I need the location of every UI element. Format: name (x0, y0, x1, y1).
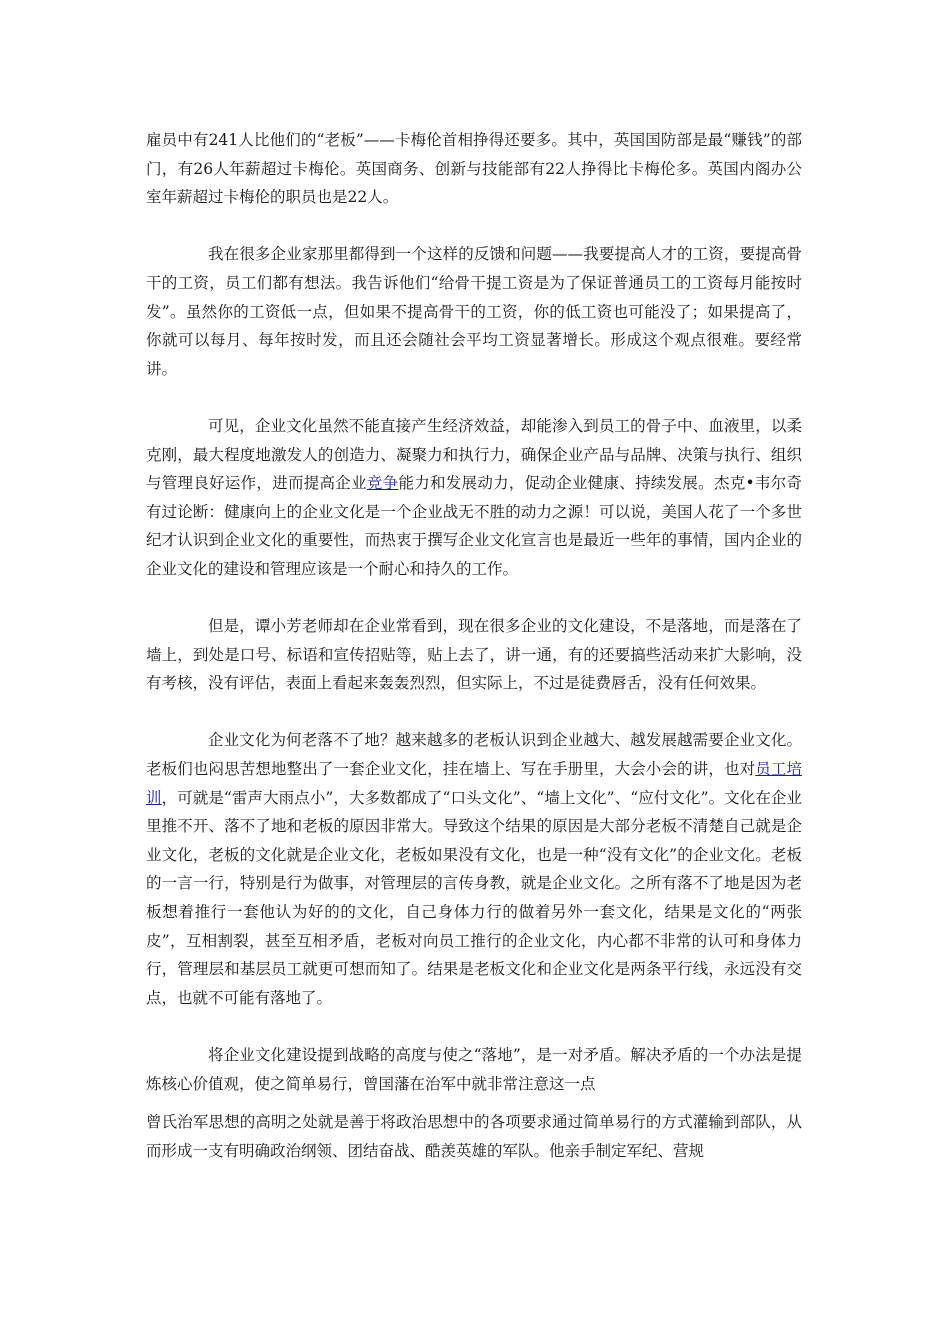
paragraph-5-text-b: ，可就是“雷声大雨点小”，大多数都成了“口头文化”、“墙上文化”、“应付文化”。文化在企业里推不开、落不了地和老板的原因非常大。导致这个结果的原因是大部分老板不清楚自己就是企业文化，老板的文化就是企业文化，老板如果没有文化，也是一种“没有文化”的企业文化。老板的一言一行，特别是行为做事，对管理层的言传身教，就是企业文化。之所有落不了地是因为老板想着推行一套他认为好的的文化，自己身体力行的做着另外一套文化，结果是文化的“两张皮”，互相割裂，甚至互相矛盾，老板对向员工推行的企业文化，内心都不非常的认可和身体力行，管理层和基层员工就更可想而知了。结果是老板文化和企业文化是两条平行线，永远没有交点，也就不可能有落地了。 (146, 788, 802, 1007)
paragraph-6: 将企业文化建设提到战略的高度与使之“落地”，是一对矛盾。解决矛盾的一个办法是提炼核心价值观，使之简单易行，曾国藩在治军中就非常注意这一点 (146, 1046, 802, 1093)
paragraph-3 (146, 412, 802, 584)
paragraph-3-text-b: 能力和发展动力，促动企业健康、持续发展。杰克•韦尔奇有过论断：健康向上的企业文化是一个企业战无不胜的动力之源！可以说，美国人花了一个多世纪才认识到企业文化的重要性，而热衷于撰写企业文化宣言也是最近一些年的事情，国内企业的企业文化的建设和管理应该是一个耐心和持久的工作。 (146, 474, 802, 578)
paragraph-3-text-a: 可见，企业文化虽然不能直接产生经济效益，却能渗入到员工的骨子中、血液里，以柔克刚，最大程度地激发人的创造力、凝聚力和执行力，确保企业产品与品牌、决策与执行、组织与管理良好运作，进而提高企业 (146, 416, 802, 493)
paragraph-4: 但是，谭小芳老师却在企业常看到，现在很多企业的文化建设，不是落地，而是落在了墙上，到处是口号、标语和宣传招贴等，贴上去了，讲一通，有的还要搞些活动来扩大影响，没有考核，没有评估，表面上看起来轰轰烈烈，但实际上，不过是徒费唇舌，没有任何效果。 (146, 617, 802, 693)
paragraph-2: 我在很多企业家那里都得到一个这样的反馈和问题——我要提高人才的工资，要提高骨干的工资，员工们都有想法。我告诉他们“给骨干提工资是为了保证普通员工的工资每月能按时发”。虽然你的工资低一点，但如果不提高骨干的工资，你的低工资也可能没了；如果提高了，你就可以每月、每年按时发，而且还会随社会平均工资显著增长。形成这个观点很难。要经常讲。 (146, 245, 802, 378)
link-competition[interactable]: 竞争 (366, 474, 399, 493)
paragraph-5-text-a: 企业文化为何老落不了地？越来越多的老板认识到企业越大、越发展越需要企业文化。老板们也闷思苦想地整出了一套企业文化，挂在墙上、写在手册里，大会小会的讲，也对 (146, 731, 802, 779)
paragraph-7: 曾氏治军思想的高明之处就是善于将政治思想中的各项要求通过简单易行的方式灌输到部队，从而形成一支有明确政治纲领、团结奋战、酷羡英雄的军队。他亲手制定军纪、营规 (146, 1113, 802, 1160)
link-employee-training[interactable]: 员工培训 (146, 760, 802, 807)
paragraph-5 (146, 726, 802, 1012)
document-body (146, 126, 802, 1194)
paragraph-1: 雇员中有241人比他们的“老板”——卡梅伦首相挣得还要多。其中，英国国防部是最“赚钱”的部门，有26人年薪超过卡梅伦。英国商务、创新与技能部有22人挣得比卡梅伦多。英国内阁办公室年薪超过卡梅伦的职员也是22人。 (146, 131, 802, 207)
